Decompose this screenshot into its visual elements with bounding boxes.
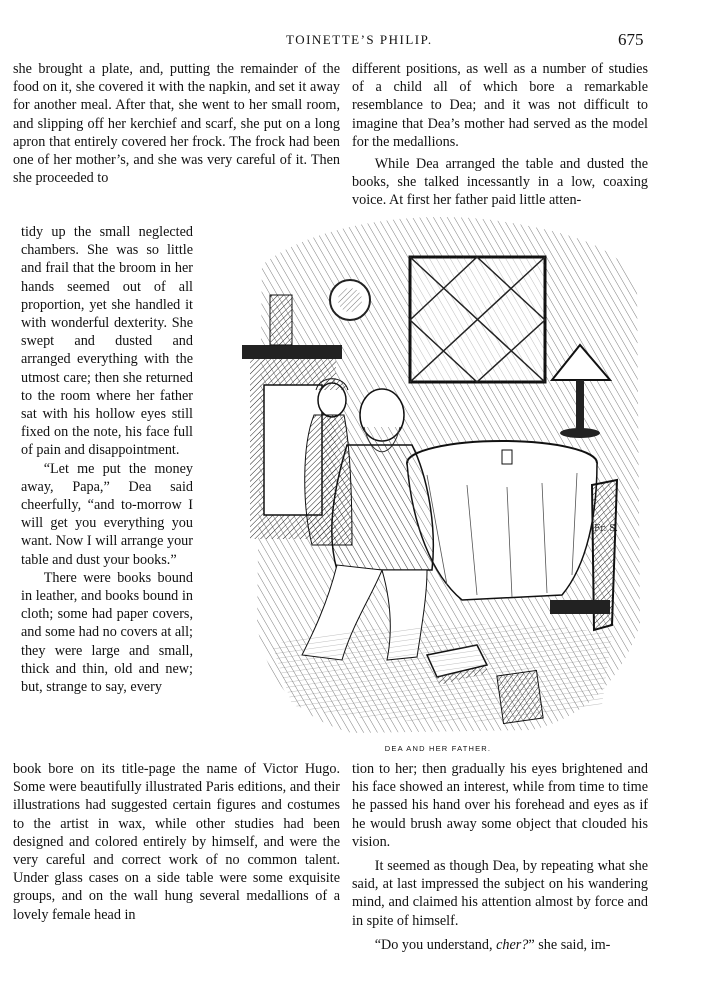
quote-italic: cher?	[496, 936, 529, 953]
left-column-bottom	[13, 760, 340, 924]
paragraph: There were books bound in leather, and books bound in cloth; some had paper covers, and some had no covers at all; they were large and small, thick and thin, old and new; but, strange to say, every	[21, 569, 193, 696]
left-column-beside-illustration	[21, 223, 193, 696]
paragraph	[352, 936, 648, 954]
figure-caption: DEA AND HER FATHER.	[384, 744, 492, 753]
paragraph: tion to her; then gradually his eyes brightened and his face showed an interest, while from time to time he passed his hand over his forehead and eyes as if he would brush away some object that clouded his vision.	[352, 761, 648, 850]
paragraph: tidy up the small neglected chambers. She was so little and frail that the broom in her hands seemed out of all proportion, yet she handled it with wonderful dexterity. She swept and dusted and arranged everything with the utmost care; then she returned to the room where her father sat with his hollow eyes still fixed on the note, his face full of pain and disappointment.	[21, 224, 193, 459]
quote-end: ” she said, im-	[528, 936, 611, 953]
paragraph: “Let me put the money away, Papa,” Dea said cheerfully, “and to-morrow I will get you everything you want. Now I will arrange your table and dust your books.”	[21, 460, 193, 568]
left-column-top	[13, 60, 340, 187]
paragraph: different positions, as well as a number of studies of a child all of which bore a remarkable resemblance to Dea; and it was not difficult to imagine that Dea’s mother had served as the model for the medallions.	[352, 61, 648, 150]
paragraph: book bore on its title-page the name of Victor Hugo. Some were beautifully illustrated Paris editions, and their illustrations had suggested certain figures and costumes to the artist in wax, while other studies had been designed and colored entirely by himself, and were the very careful and correct work of no common talent. Under glass cases on a side table were some exquisite groups, and on the wall hung several medallions of a lovely female head in	[13, 761, 340, 923]
paragraph: While Dea arranged the table and dusted the books, she talked incessantly in a low, coaxing voice. At first her father paid little atten-	[352, 156, 648, 209]
illustration-dea-and-her-father	[232, 205, 644, 737]
window	[410, 257, 545, 382]
paragraph: she brought a plate, and, putting the remainder of the food on it, she covered it with the napkin, and set it away for another meal. After that, she went to her small room, and slipping off her kerchief and scarf, she put on a long apron that entirely covered her frock. The frock had been one of her mother’s, and she was very careful of it. Then she proceeded to	[13, 61, 340, 187]
artist-signature: Fr. S.	[594, 524, 618, 534]
right-column-top	[352, 60, 648, 210]
right-column-bottom	[352, 760, 648, 954]
quote-start: “Do you understand,	[374, 936, 497, 953]
running-head	[0, 30, 709, 52]
page-number: 675	[618, 30, 644, 49]
paragraph: It seemed as though Dea, by repeating what she said, at last impressed the subject on his wandering mind, and claimed his attention almost by force and in spite of himself.	[352, 858, 648, 929]
running-title: TOINETTE’S PHILIP.	[286, 32, 433, 47]
